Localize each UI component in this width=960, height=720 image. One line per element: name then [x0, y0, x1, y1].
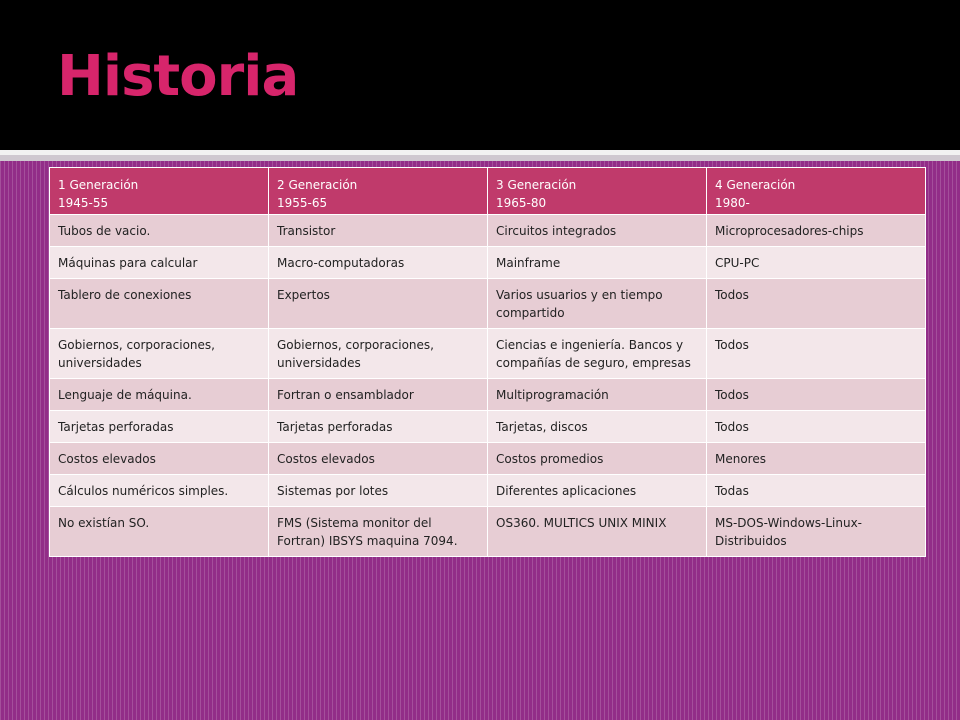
table-row	[50, 215, 926, 247]
table-cell: Circuitos integrados	[488, 215, 707, 247]
header-cell	[269, 168, 488, 215]
table-cell: Microprocesadores-chips	[707, 215, 926, 247]
table-header-row	[50, 168, 926, 215]
table-row	[50, 247, 926, 279]
table-row	[50, 507, 926, 557]
header-years: 1945-55	[58, 196, 109, 210]
header-years: 1965-80	[496, 196, 547, 210]
table-cell: Fortran o ensamblador	[269, 379, 488, 411]
table-cell: CPU-PC	[707, 247, 926, 279]
table-cell: Tarjetas perforadas	[50, 411, 269, 443]
table-cell: Máquinas para calcular	[50, 247, 269, 279]
table-cell: Tablero de conexiones	[50, 279, 269, 329]
table-row	[50, 329, 926, 379]
table-cell: Tarjetas perforadas	[269, 411, 488, 443]
table-cell: Costos elevados	[269, 443, 488, 475]
table-cell: Multiprogramación	[488, 379, 707, 411]
table-cell: Todos	[707, 279, 926, 329]
table-cell: FMS (Sistema monitor del Fortran) IBSYS maquina 7094.	[269, 507, 488, 557]
table-cell: OS360. MULTICS UNIX MINIX	[488, 507, 707, 557]
table-cell: Menores	[707, 443, 926, 475]
header-cell	[707, 168, 926, 215]
table-row	[50, 475, 926, 507]
table-row	[50, 279, 926, 329]
table-cell: Tubos de vacio.	[50, 215, 269, 247]
table-cell: Macro-computadoras	[269, 247, 488, 279]
generations-table	[49, 167, 926, 557]
header-generation: 1 Generación	[58, 178, 139, 192]
table-cell: Tarjetas, discos	[488, 411, 707, 443]
title-bar	[0, 0, 960, 150]
header-years: 1980-	[715, 196, 750, 210]
slide-title: Historia	[57, 44, 299, 109]
table-cell: Costos promedios	[488, 443, 707, 475]
table-cell: Gobiernos, corporaciones, universidades	[50, 329, 269, 379]
table-cell: Ciencias e ingeniería. Bancos y compañías de seguro, empresas	[488, 329, 707, 379]
header-generation: 4 Generación	[715, 178, 796, 192]
header-years: 1955-65	[277, 196, 328, 210]
table-cell: Mainframe	[488, 247, 707, 279]
table-row	[50, 411, 926, 443]
table-cell: Costos elevados	[50, 443, 269, 475]
table-row	[50, 379, 926, 411]
header-cell	[50, 168, 269, 215]
table-cell: Expertos	[269, 279, 488, 329]
header-generation: 3 Generación	[496, 178, 577, 192]
table-cell: Varios usuarios y en tiempo compartido	[488, 279, 707, 329]
header-cell	[488, 168, 707, 215]
table-cell: Todos	[707, 379, 926, 411]
table-cell: Todos	[707, 411, 926, 443]
table-cell: Lenguaje de máquina.	[50, 379, 269, 411]
table-cell: Cálculos numéricos simples.	[50, 475, 269, 507]
table-cell: MS-DOS-Windows-Linux-Distribuidos	[707, 507, 926, 557]
header-generation: 2 Generación	[277, 178, 358, 192]
table-cell: Todos	[707, 329, 926, 379]
table-cell: No existían SO.	[50, 507, 269, 557]
table-cell: Diferentes aplicaciones	[488, 475, 707, 507]
table-cell: Sistemas por lotes	[269, 475, 488, 507]
table-cell: Gobiernos, corporaciones, universidades	[269, 329, 488, 379]
table-cell: Transistor	[269, 215, 488, 247]
table-cell: Todas	[707, 475, 926, 507]
table-row	[50, 443, 926, 475]
